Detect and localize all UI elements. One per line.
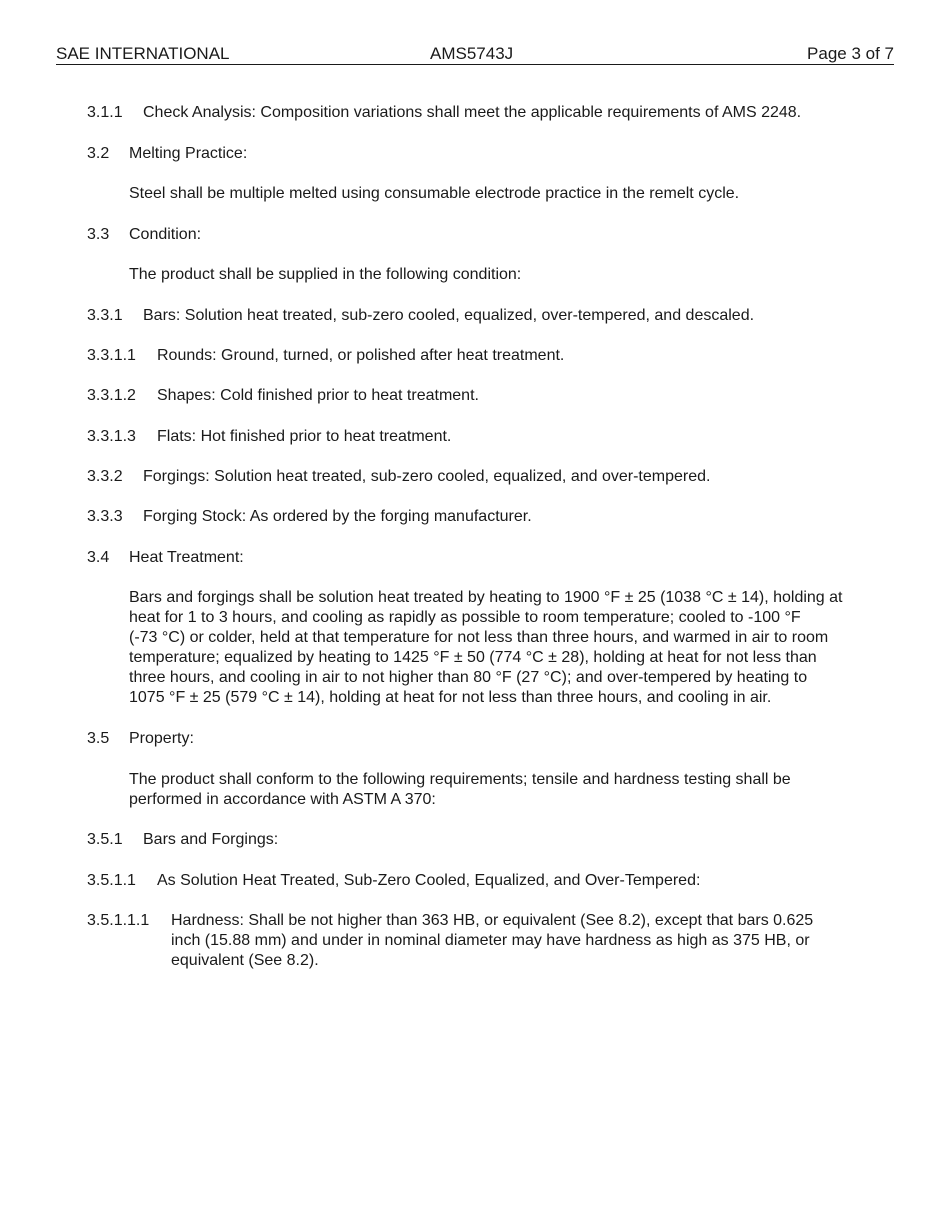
paragraph-line: The product shall conform to the following requirements; tensile and hardness testing shall be: [129, 771, 791, 788]
section-number: 3.3.1.2: [87, 387, 136, 404]
section-number: 3.3.1.1: [87, 347, 136, 364]
section-text: Flats: Hot finished prior to heat treatment.: [157, 428, 452, 445]
section-heading: Condition:: [129, 226, 202, 243]
section-number: 3.2: [87, 145, 110, 162]
section-number: 3.5.1.1: [87, 872, 136, 889]
section-number: 3.3.1: [87, 307, 123, 324]
section-number: 3.4: [87, 549, 110, 566]
section-number: 3.1.1: [87, 104, 123, 121]
section-heading: Property:: [129, 730, 194, 747]
header-page-number: Page 3 of 7: [807, 44, 894, 63]
section-text: Forgings: Solution heat treated, sub-zero cooled, equalized, and over-tempered.: [143, 468, 711, 485]
paragraph-line: three hours, and cooling in air to not higher than 80 °F (27 °C); and over-tempered by heating to: [129, 669, 808, 686]
section-heading: Melting Practice:: [129, 145, 248, 162]
section-text: Bars: Solution heat treated, sub-zero cooled, equalized, over-tempered, and descaled.: [143, 307, 755, 324]
section-heading: Heat Treatment:: [129, 549, 244, 566]
section-number: 3.3.3: [87, 508, 123, 525]
paragraph-line: (-73 °C) or colder, held at that temperature for not less than three hours, and warmed in air to room: [129, 629, 829, 646]
section-paragraph: [129, 770, 889, 810]
paragraph-line: temperature; equalized by heating to 1425 °F ± 50 (774 °C ± 28), holding at heat for not less than: [129, 649, 817, 666]
paragraph-line: inch (15.88 mm) and under in nominal diameter may have hardness as high as 375 HB, or: [171, 932, 810, 949]
page-header: [56, 44, 894, 65]
section-text: Shapes: Cold finished prior to heat treatment.: [157, 387, 479, 404]
paragraph-line: performed in accordance with ASTM A 370:: [129, 791, 436, 808]
paragraph-line: 1075 °F ± 25 (579 °C ± 14), holding at heat for not less than three hours, and cooling in air.: [129, 689, 772, 706]
section-text: Check Analysis: Composition variations shall meet the applicable requirements of AMS 2248.: [143, 104, 802, 121]
header-organization: SAE INTERNATIONAL: [56, 44, 230, 63]
section-number: 3.5: [87, 730, 110, 747]
header-document-id: AMS5743J: [430, 44, 514, 63]
section-number: 3.3.2: [87, 468, 123, 485]
section-paragraph: The product shall be supplied in the following condition:: [129, 266, 522, 283]
section-number: 3.3: [87, 226, 110, 243]
section-text: As Solution Heat Treated, Sub-Zero Cooled, Equalized, and Over-Tempered:: [157, 872, 701, 889]
section-text: Rounds: Ground, turned, or polished after heat treatment.: [157, 347, 565, 364]
paragraph-line: Hardness: Shall be not higher than 363 HB, or equivalent (See 8.2), except that bars 0.625: [171, 912, 814, 929]
section-number: 3.5.1: [87, 831, 123, 848]
section-text: Forging Stock: As ordered by the forging manufacturer.: [143, 508, 532, 525]
section-number: 3.3.1.3: [87, 428, 136, 445]
paragraph-line: equivalent (See 8.2).: [171, 952, 319, 969]
section-number: 3.5.1.1.1: [87, 912, 150, 929]
section-paragraph: [129, 588, 889, 708]
section-paragraph: Steel shall be multiple melted using consumable electrode practice in the remelt cycle.: [129, 185, 740, 202]
paragraph-line: heat for 1 to 3 hours, and cooling as rapidly as possible to room temperature; cooled to -100 °F: [129, 609, 801, 626]
section-text: Bars and Forgings:: [143, 831, 279, 848]
paragraph-line: Bars and forgings shall be solution heat treated by heating to 1900 °F ± 25 (1038 °C ± 14), holding at: [129, 589, 843, 606]
section-paragraph: [171, 911, 891, 971]
